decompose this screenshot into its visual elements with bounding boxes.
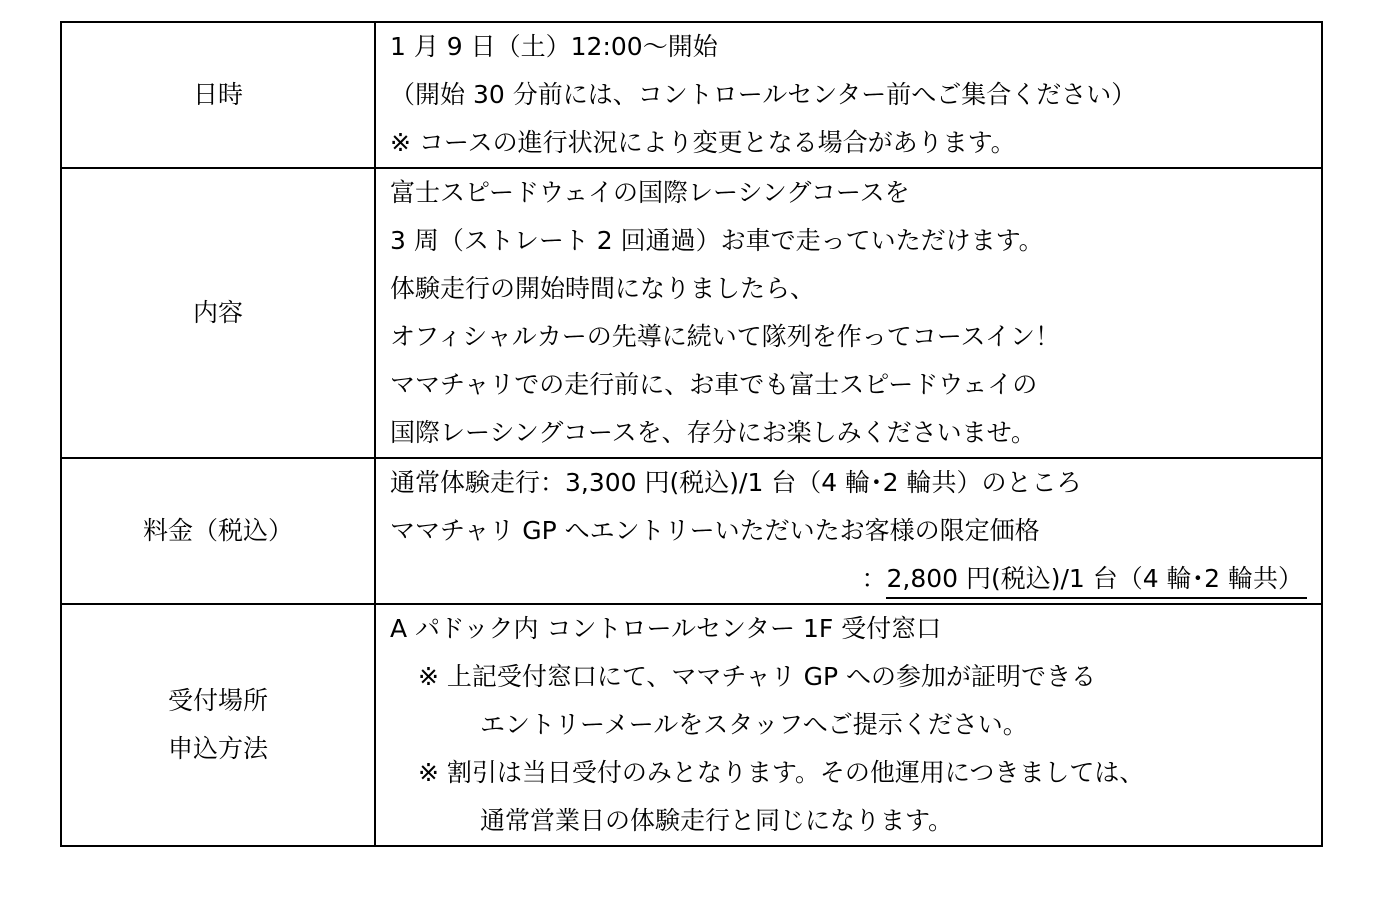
- reception-note-2: ※ 割引は当日受付のみとなります。その他運用につきましては、: [418, 758, 1145, 787]
- reception-label-line-2: 申込方法: [167, 734, 268, 763]
- fee-special-price-line: [390, 555, 1321, 603]
- fee-regular-price: 通常体験走行：3,300 円(税込)/1 台（4 輪･2 輪共）のところ: [390, 468, 1082, 497]
- datetime-label: [61, 22, 375, 168]
- content-label: [61, 168, 375, 458]
- reception-location: A パドック内 コントロールセンター 1F 受付窓口: [390, 614, 942, 643]
- content-line-3: 体験走行の開始時間になりましたら、: [390, 274, 816, 303]
- reception-note-1: ※ 上記受付窓口にて、ママチャリ GP への参加が証明できる: [418, 662, 1096, 691]
- fee-label-text: 料金（税込）: [142, 516, 293, 545]
- reception-row: [61, 604, 1322, 846]
- reception-label: [61, 604, 375, 846]
- reception-note-2-cont: 通常営業日の体験走行と同じになります。: [480, 806, 954, 835]
- content-line-5: ママチャリでの走行前に、お車でも富士スピードウェイの: [390, 370, 1038, 399]
- fee-content: [375, 458, 1322, 604]
- datetime-line-1: 1 月 9 日（土）12:00～開始: [390, 32, 718, 61]
- content-line-6: 国際レーシングコースを、存分にお楽しみくださいませ。: [390, 418, 1036, 447]
- datetime-row: [61, 22, 1322, 168]
- content-line-1: 富士スピードウェイの国際レーシングコースを: [390, 178, 910, 207]
- fee-special-price: 2,800 円(税込)/1 台（4 輪･2 輪共）: [886, 561, 1307, 599]
- datetime-note: ※ コースの進行状況により変更となる場合があります。: [390, 128, 1016, 157]
- fee-special-prefix: ：: [861, 564, 887, 593]
- content-line-4: オフィシャルカーの先導に続いて隊列を作ってコースイン！: [390, 322, 1061, 351]
- event-info-table: [60, 21, 1323, 847]
- datetime-label-text: 日時: [192, 80, 243, 109]
- fee-limited-offer: ママチャリ GP へエントリーいただいたお客様の限定価格: [390, 516, 1040, 545]
- content-row: [61, 168, 1322, 458]
- reception-content: [375, 604, 1322, 846]
- reception-label-line-1: 受付場所: [167, 686, 268, 715]
- datetime-line-2: （開始 30 分前には、コントロールセンター前へご集合ください）: [390, 80, 1137, 109]
- datetime-content: [375, 22, 1322, 168]
- content-line-2: 3 周（ストレート 2 回通過）お車で走っていただけます。: [390, 226, 1044, 255]
- fee-label: [61, 458, 375, 604]
- content-description: [375, 168, 1322, 458]
- reception-note-1-cont: エントリーメールをスタッフへご提示ください。: [480, 710, 1028, 739]
- fee-row: [61, 458, 1322, 604]
- content-label-text: 内容: [192, 298, 243, 327]
